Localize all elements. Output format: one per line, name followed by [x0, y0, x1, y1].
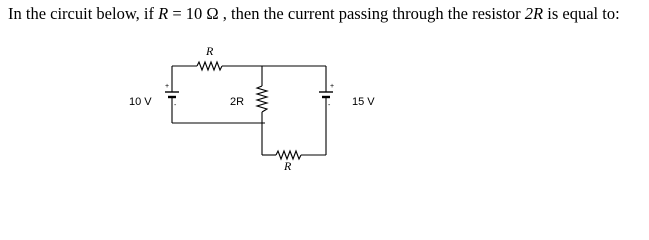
question-prefix: In the circuit below, if: [8, 4, 159, 23]
left-battery-plus: +: [165, 83, 170, 90]
right-battery-label: 15 V: [352, 96, 375, 108]
top-resistor-label: R: [206, 44, 214, 58]
middle-resistor-label: 2R: [230, 96, 245, 108]
question-equals: = 10 Ω , then the current passing through the resistor: [168, 4, 525, 23]
resistor-top: [197, 62, 222, 70]
bottom-resistor-label: R: [284, 159, 292, 173]
left-battery-label: 10 V: [129, 96, 152, 108]
resistor-bottom: [276, 151, 301, 159]
resistor-middle: [257, 86, 267, 112]
right-battery-minus: -: [328, 102, 331, 109]
question-var-r: R: [158, 4, 169, 23]
question-suffix: is equal to:: [543, 4, 620, 23]
right-battery-plus: +: [330, 83, 335, 90]
left-battery-minus: -: [174, 102, 177, 109]
question-var-2r: 2R: [524, 4, 544, 23]
circuit-wires: [165, 62, 333, 159]
